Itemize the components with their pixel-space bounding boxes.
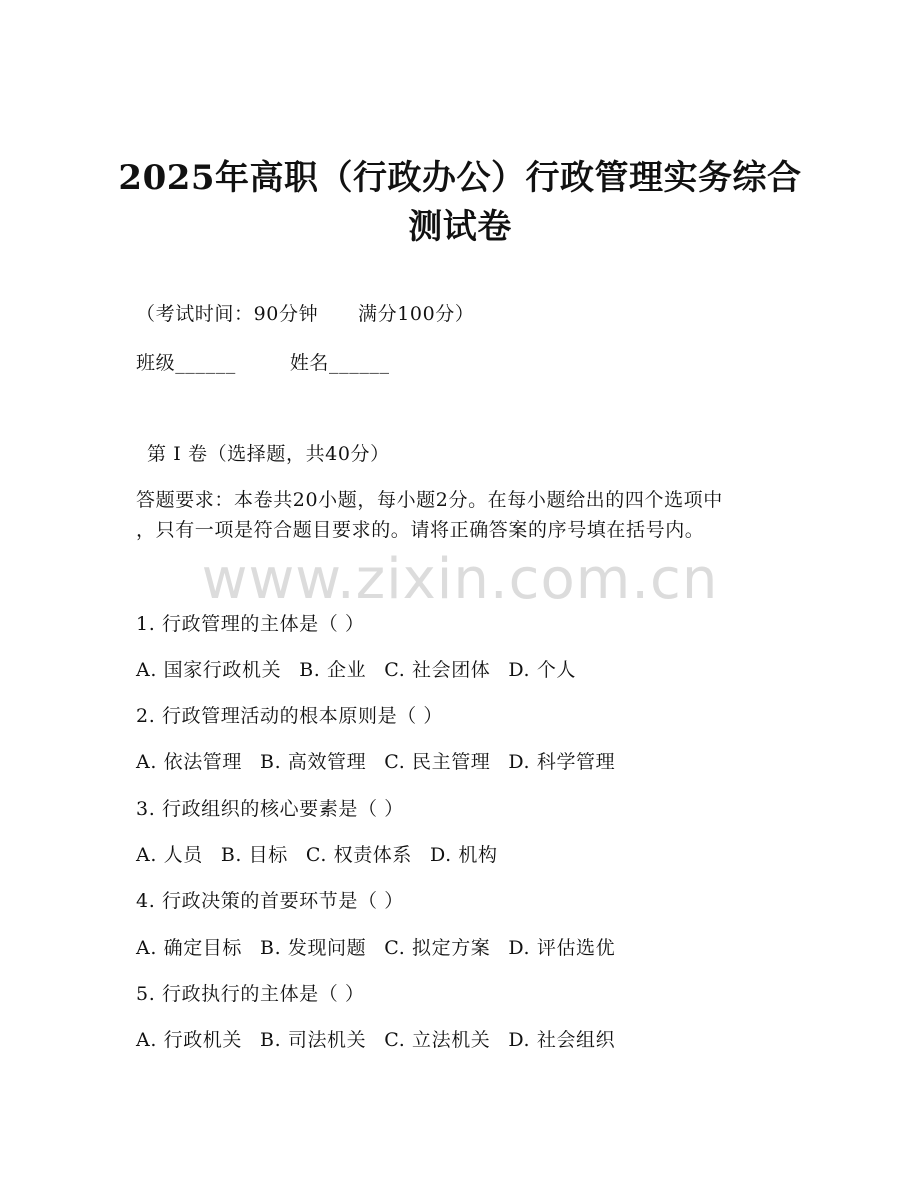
watermark: www.zixin.com.cn	[201, 547, 719, 612]
option-a[interactable]: A. 确定目标	[136, 937, 243, 959]
option-b[interactable]: B. 司法机关	[260, 1029, 367, 1051]
question-options	[136, 1026, 615, 1054]
option-d[interactable]: D. 个人	[508, 659, 577, 681]
option-c[interactable]: C. 拟定方案	[384, 937, 491, 959]
option-c[interactable]: C. 社会团体	[384, 659, 491, 681]
option-d[interactable]: D. 评估选优	[508, 937, 616, 959]
exam-info: （考试时间：90分钟 满分100分）	[136, 303, 475, 325]
question-stem: 5. 行政执行的主体是（ ）	[136, 983, 365, 1005]
option-d[interactable]: D. 机构	[430, 844, 498, 866]
question-stem: 3. 行政组织的核心要素是（ ）	[136, 798, 404, 820]
option-a[interactable]: A. 行政机关	[136, 1029, 243, 1051]
class-label: 班级______	[136, 352, 236, 374]
document-title-line-2: 测试卷	[408, 207, 512, 247]
section-title: 第 I 卷（选择题，共40分）	[147, 443, 390, 465]
option-b[interactable]: B. 目标	[220, 844, 288, 866]
question-stem: 2. 行政管理活动的根本原则是（ ）	[136, 705, 444, 727]
question-stem: 1. 行政管理的主体是（ ）	[136, 613, 365, 635]
option-a[interactable]: A. 人员	[136, 844, 203, 866]
option-b[interactable]: B. 企业	[299, 659, 367, 681]
option-d[interactable]: D. 科学管理	[508, 751, 616, 773]
question-options	[136, 934, 615, 962]
question-options	[136, 656, 576, 684]
document-title-line-1: 2025年高职（行政办公）行政管理实务综合	[118, 158, 802, 198]
instructions-line-2: ，只有一项是符合题目要求的。请将正确答案的序号填在括号内。	[136, 519, 705, 541]
name-label: 姓名______	[289, 352, 390, 374]
option-d[interactable]: D. 社会组织	[508, 1029, 616, 1051]
option-a[interactable]: A. 国家行政机关	[136, 659, 282, 681]
question-options	[136, 748, 615, 776]
option-b[interactable]: B. 高效管理	[260, 751, 367, 773]
question-stem: 4. 行政决策的首要环节是（ ）	[136, 890, 404, 912]
option-c[interactable]: C. 民主管理	[384, 751, 491, 773]
option-c[interactable]: C. 立法机关	[384, 1029, 491, 1051]
question-options	[136, 841, 498, 869]
student-info-line	[136, 349, 390, 377]
option-c[interactable]: C. 权责体系	[305, 844, 412, 866]
option-a[interactable]: A. 依法管理	[136, 751, 243, 773]
option-b[interactable]: B. 发现问题	[260, 937, 367, 959]
instructions-line-1: 答题要求：本卷共20小题，每小题2分。在每小题给出的四个选项中	[136, 489, 723, 511]
